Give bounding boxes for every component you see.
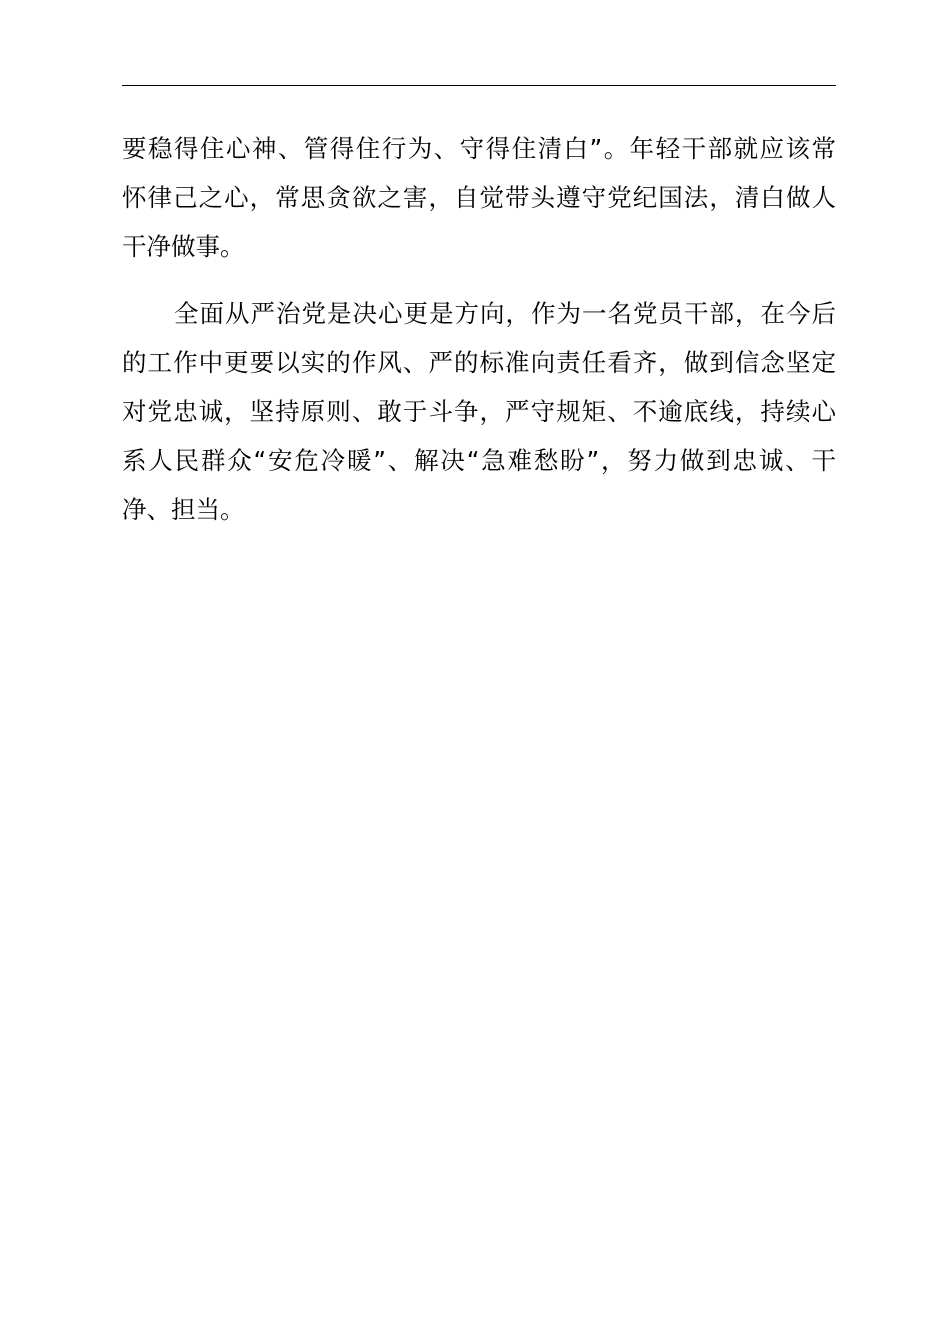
paragraph-2 (122, 289, 836, 534)
document-body (122, 124, 836, 534)
text-line: 全面从严治党是决心更是方向，作为一名党员干部，在今后 (174, 299, 836, 328)
text-line: 净、担当。 (122, 495, 245, 524)
text-line: 要稳得住心神、管得住行为、守得住清白”。年轻干部就应该常 (122, 134, 836, 163)
text-line: 系人民群众“安危冷暖”、解决“急难愁盼”，努力做到忠诚、干 (122, 446, 836, 475)
text-line: 干净做事。 (122, 232, 245, 261)
text-line: 的工作中更要以实的作风、严的标准向责任看齐，做到信念坚定 (122, 348, 836, 377)
header-rule (122, 85, 836, 86)
text-line: 怀律己之心，常思贪欲之害，自觉带头遵守党纪国法，清白做人 (122, 183, 836, 212)
paragraph-spacer (122, 271, 836, 289)
text-line: 对党忠诚，坚持原则、敢于斗争，严守规矩、不逾底线，持续心 (122, 397, 836, 426)
paragraph-1 (122, 124, 836, 271)
